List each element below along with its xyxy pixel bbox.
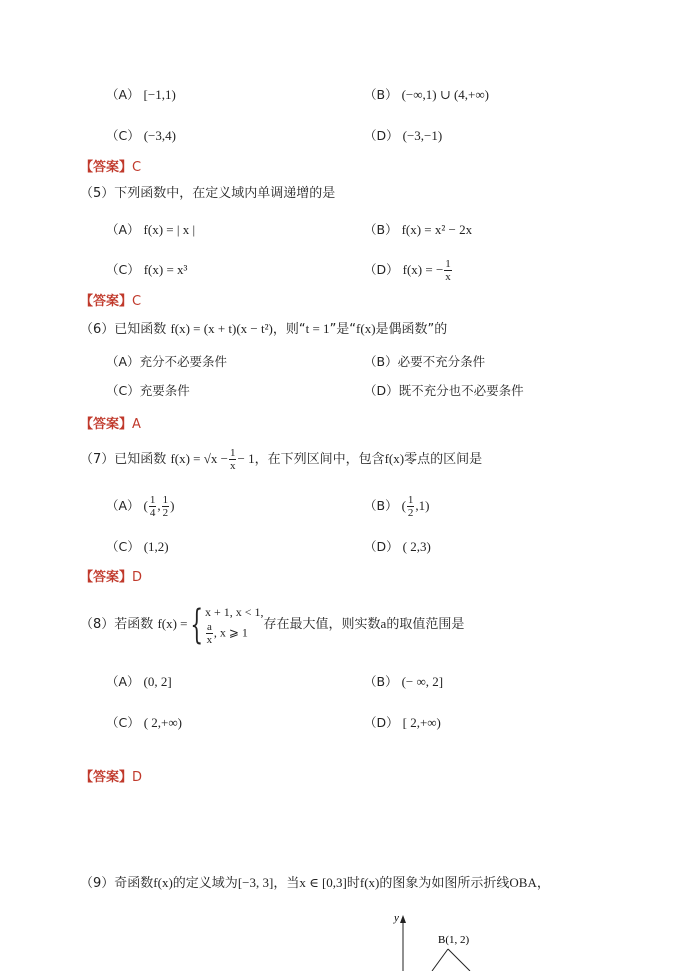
- piecewise-cases: [205, 603, 264, 646]
- q8-option-a: [106, 673, 172, 691]
- numerator: 1: [149, 494, 156, 506]
- q4-answer: [80, 159, 141, 177]
- option-math: [−1,1): [143, 87, 176, 102]
- numerator: 1: [229, 447, 236, 459]
- question-number: （9）: [80, 876, 115, 891]
- function-expr-tail: − 1: [237, 451, 255, 466]
- answer-value: C: [132, 294, 142, 309]
- question-text: 若函数: [114, 617, 154, 632]
- fraction: [149, 494, 157, 519]
- option-math: ,1): [415, 498, 430, 513]
- option-label: （D）: [364, 539, 399, 554]
- option-label: （A）: [106, 674, 140, 689]
- answer-value: D: [132, 570, 143, 585]
- domain-expr: [−3, 3]: [237, 875, 274, 890]
- q8-option-d: [364, 714, 441, 732]
- question-text: 的图象为如图所示折线: [379, 876, 510, 891]
- q4-option-a: [106, 86, 176, 104]
- question-text: 零点的区间是: [404, 452, 483, 467]
- answer-label: 【答案】: [80, 770, 133, 785]
- denominator: x: [445, 271, 451, 283]
- option-label: （C）: [106, 128, 140, 143]
- option-math: ( 2,3): [402, 539, 431, 554]
- answer-label: 【答案】: [80, 417, 133, 432]
- function-expr: f(x) = √x −: [170, 451, 228, 466]
- paren: (: [143, 498, 148, 513]
- q7-option-c: [106, 538, 169, 556]
- case-2: [205, 621, 264, 646]
- answer-label: 【答案】: [80, 160, 133, 175]
- q8-option-b: [364, 673, 443, 691]
- question-text: 已知函数: [114, 452, 167, 467]
- variable: a: [380, 616, 387, 631]
- q7-option-b: [364, 491, 430, 521]
- question-text: 已知函数: [114, 322, 167, 337]
- option-label: （D）: [364, 128, 399, 143]
- question-text: 的定义域为: [172, 876, 238, 891]
- option-label: （A）: [106, 222, 140, 237]
- paren: ): [170, 498, 175, 513]
- option-math: (−∞,1) ∪ (4,+∞): [401, 87, 489, 102]
- question-number: （6）: [80, 322, 115, 337]
- function-name: f(x): [359, 875, 380, 890]
- option-math: (1,2): [143, 539, 169, 554]
- fraction: [162, 494, 170, 519]
- q5-option-a: [106, 221, 195, 239]
- q6-option-c: （C）充要条件: [106, 383, 190, 398]
- answer-value: D: [132, 770, 143, 785]
- question-text: ，则“: [272, 322, 306, 337]
- polyline-name: OBA: [509, 875, 537, 890]
- option-label: （D）: [364, 715, 399, 730]
- question-text: 下列函数中，在定义域内单调递增的是: [114, 186, 336, 201]
- q8-option-c: [106, 714, 182, 732]
- question-text: ，当: [273, 876, 300, 891]
- q6-answer: [80, 416, 141, 434]
- condition-expr: x ∈ [0,3]: [299, 875, 347, 890]
- question-number: （5）: [80, 186, 115, 201]
- y-axis-arrow: [400, 915, 406, 923]
- option-math: ( 2,+∞): [143, 715, 182, 730]
- question-text: 奇函数: [114, 876, 154, 891]
- option-label: （B）: [364, 498, 398, 513]
- fraction: [206, 621, 213, 646]
- denominator: x: [206, 634, 213, 646]
- option-label: （A）: [106, 87, 140, 102]
- q6-option-a: （A）充分不必要条件: [106, 354, 228, 369]
- fraction: [444, 258, 452, 283]
- q9-stem: [80, 874, 550, 893]
- case-2-condition: , x ⩾ 1: [213, 625, 248, 640]
- numerator: 1: [445, 258, 451, 270]
- denominator: x: [229, 460, 236, 472]
- answer-label: 【答案】: [80, 294, 133, 309]
- denominator: 4: [149, 507, 156, 519]
- question-number: （7）: [80, 452, 115, 467]
- option-math: (0, 2]: [143, 674, 172, 689]
- y-axis-label: y: [394, 912, 399, 924]
- option-label: （A）: [106, 498, 140, 513]
- option-math: f(x) = −: [402, 262, 444, 277]
- q5-option-c: [106, 261, 187, 279]
- question-number: （8）: [80, 617, 115, 632]
- numerator: 1: [407, 494, 414, 506]
- fraction: [407, 494, 415, 519]
- function-expr: f(x) =: [157, 616, 188, 631]
- point-b-label: B(1, 2): [438, 934, 470, 946]
- answer-label: 【答案】: [80, 570, 133, 585]
- case-1: x + 1, x < 1,: [204, 605, 264, 619]
- option-math: (−3,−1): [402, 128, 443, 143]
- q4-option-d: [364, 127, 442, 145]
- comma: ,: [157, 498, 161, 513]
- fraction: [229, 447, 237, 472]
- function-expr: f(x) = (x + t)(x − t²): [170, 321, 273, 336]
- option-label: （B）: [364, 674, 398, 689]
- q8-stem: [80, 594, 464, 655]
- question-text: 存在最大值，则实数: [263, 617, 381, 632]
- answer-value: A: [132, 417, 141, 432]
- function-name: f(x): [356, 321, 376, 336]
- q5-option-d: [364, 255, 453, 285]
- function-name: f(x): [384, 451, 405, 466]
- question-text: ，在下列区间中，包含: [254, 452, 385, 467]
- option-label: （C）: [106, 539, 140, 554]
- option-label: （C）: [106, 262, 140, 277]
- numerator: a: [206, 621, 212, 633]
- q5-option-b: [364, 221, 472, 239]
- q7-option-a: [106, 491, 174, 521]
- function-name: f(x): [153, 875, 173, 890]
- question-text: ，: [536, 876, 550, 891]
- segment-ob: [432, 949, 448, 971]
- option-math: f(x) = x² − 2x: [401, 222, 473, 237]
- q4-option-b: [364, 86, 489, 104]
- question-text: 时: [346, 876, 360, 891]
- option-label: （C）: [106, 715, 140, 730]
- numerator: 1: [162, 494, 169, 506]
- q5-answer: [80, 293, 141, 311]
- q6-stem: [80, 320, 447, 339]
- q6-option-d: （D）既不充分也不必要条件: [364, 383, 524, 398]
- option-label: （B）: [364, 87, 398, 102]
- left-brace: {: [189, 601, 203, 648]
- option-label: （B）: [364, 222, 398, 237]
- question-text: 的取值范围是: [386, 617, 465, 632]
- question-text: 是偶函数”的: [375, 322, 448, 337]
- option-math: (− ∞, 2]: [401, 674, 444, 689]
- option-math: f(x) = | x |: [143, 222, 196, 237]
- q5-stem: [80, 185, 335, 203]
- question-text: ”是“: [329, 322, 357, 337]
- q9-graph: [380, 905, 500, 971]
- answer-value: C: [132, 160, 142, 175]
- option-label: （D）: [364, 262, 399, 277]
- denominator: 2: [162, 507, 169, 519]
- q8-answer: [80, 769, 142, 787]
- segment-ba: [448, 949, 470, 971]
- q6-option-b: （B）必要不充分条件: [364, 354, 486, 369]
- paren: (: [401, 498, 406, 513]
- q7-option-d: [364, 538, 431, 556]
- option-math: [ 2,+∞): [402, 715, 441, 730]
- option-math: (−3,4): [143, 128, 176, 143]
- q7-answer: [80, 569, 142, 587]
- option-math: f(x) = x³: [143, 262, 188, 277]
- q7-stem: [80, 444, 482, 475]
- denominator: 2: [407, 507, 414, 519]
- condition-expr: t = 1: [305, 321, 330, 336]
- q4-option-c: [106, 127, 176, 145]
